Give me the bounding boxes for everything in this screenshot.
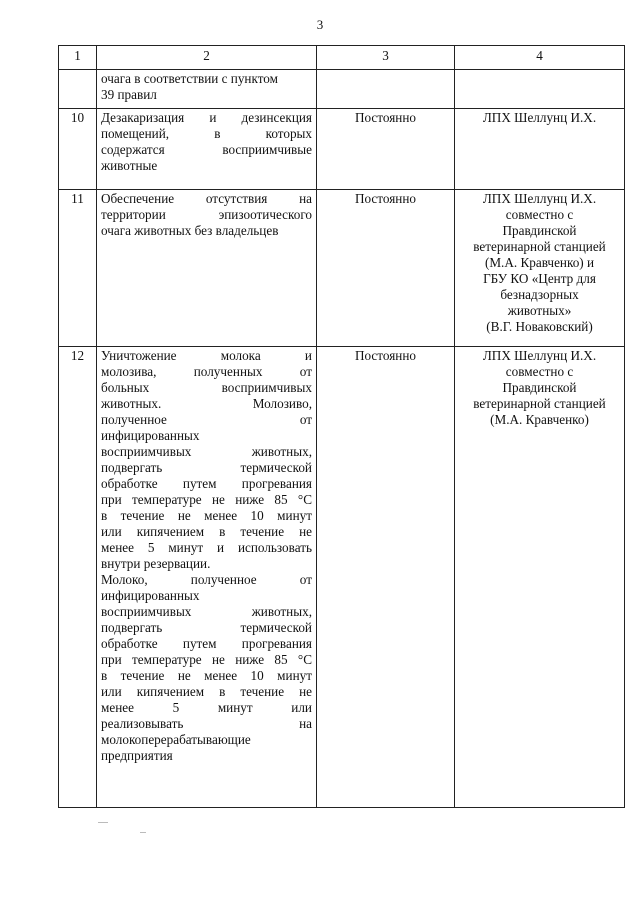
period-cell: Постоянно xyxy=(317,347,455,808)
responsible-line: (М.А. Кравченко) xyxy=(490,412,589,427)
row-number: 10 xyxy=(59,109,97,190)
table-row xyxy=(59,109,625,190)
description-line: подвергать термической xyxy=(101,460,312,475)
responsible-line: (В.Г. Новаковский) xyxy=(486,319,593,334)
column-header-period: 3 xyxy=(317,46,455,70)
description-line: при температуре не ниже 85 °С xyxy=(101,492,312,507)
table-row xyxy=(59,347,625,808)
description-line: обработке путем прогревания xyxy=(101,476,312,491)
description-line: подвергать термической xyxy=(101,620,312,635)
description-line: Дезакаризация и дезинсекция xyxy=(101,110,312,125)
description-line: менее 5 минут и использовать xyxy=(101,540,312,555)
description-line: очага в соответствии с пунктом xyxy=(101,71,278,86)
description-line: 39 правил xyxy=(101,87,157,102)
description-line: молокоперерабатывающие xyxy=(101,732,251,747)
measure-description xyxy=(97,190,317,347)
column-header-responsible: 4 xyxy=(455,46,625,70)
measure-description xyxy=(97,109,317,190)
description-line: реализовывать на xyxy=(101,716,312,731)
description-line: в течение не менее 10 минут xyxy=(101,668,312,683)
description-line: помещений, в которых xyxy=(101,126,312,141)
responsible-cell xyxy=(455,109,625,190)
description-line: внутри резервации. xyxy=(101,556,211,571)
responsible-cell xyxy=(455,70,625,109)
responsible-line: ЛПХ Шеллунц И.Х. xyxy=(482,110,597,125)
description-line: инфицированных xyxy=(101,428,200,443)
measure-description xyxy=(97,70,317,109)
table-header-row xyxy=(59,46,625,70)
period-cell: Постоянно xyxy=(317,190,455,347)
table-row xyxy=(59,70,625,109)
description-line: животных. Молозиво, xyxy=(101,396,312,411)
responsible-line: ЛПХ Шеллунц И.Х. xyxy=(482,348,597,363)
description-line: менее 5 минут или xyxy=(101,700,312,715)
description-line: при температуре не ниже 85 °С xyxy=(101,652,312,667)
period-cell: Постоянно xyxy=(317,109,455,190)
responsible-line: ЛПХ Шеллунц И.Х. xyxy=(482,191,597,206)
description-line: восприимчивых животных, xyxy=(101,444,312,459)
description-line: содержатся восприимчивые xyxy=(101,142,312,157)
description-line: молозива, полученных от xyxy=(101,364,312,379)
responsible-line: совместно с xyxy=(505,207,574,222)
description-line: восприимчивых животных, xyxy=(101,604,312,619)
description-line: Обеспечение отсутствия на xyxy=(101,191,312,206)
responsible-line: ветеринарной станцией xyxy=(473,396,606,411)
scan-artifact-mark xyxy=(140,832,146,833)
measure-description xyxy=(97,347,317,808)
page-number: 3 xyxy=(316,17,324,32)
description-line: животные xyxy=(101,158,158,173)
responsible-line: (М.А. Кравченко) и xyxy=(484,255,595,270)
description-line: Молоко, полученное от xyxy=(101,572,312,587)
period-cell xyxy=(317,70,455,109)
table-row xyxy=(59,190,625,347)
description-line: очага животных без владельцев xyxy=(101,223,279,238)
description-line: Уничтожение молока и xyxy=(101,348,312,363)
scan-artifact-mark xyxy=(98,822,108,823)
column-header-number: 1 xyxy=(59,46,97,70)
responsible-line: безнадзорных xyxy=(500,287,579,302)
responsible-line: животных» xyxy=(507,303,572,318)
description-line: территории эпизоотического xyxy=(101,207,312,222)
row-number: 12 xyxy=(59,347,97,808)
description-line: предприятия xyxy=(101,748,173,763)
row-number: 11 xyxy=(59,190,97,347)
description-line: или кипячением в течение не xyxy=(101,684,312,699)
row-number xyxy=(59,70,97,109)
measures-table xyxy=(58,45,625,808)
description-line: или кипячением в течение не xyxy=(101,524,312,539)
column-header-measure: 2 xyxy=(97,46,317,70)
responsible-line: Правдинской xyxy=(502,380,577,395)
responsible-cell xyxy=(455,347,625,808)
description-line: полученное от xyxy=(101,412,312,427)
responsible-line: Правдинской xyxy=(502,223,577,238)
responsible-line: ветеринарной станцией xyxy=(473,239,606,254)
responsible-line: ГБУ КО «Центр для xyxy=(483,271,596,286)
description-line: инфицированных xyxy=(101,588,200,603)
responsible-line: совместно с xyxy=(505,364,574,379)
description-line: обработке путем прогревания xyxy=(101,636,312,651)
description-line: в течение не менее 10 минут xyxy=(101,508,312,523)
description-line: больных восприимчивых xyxy=(101,380,312,395)
responsible-cell xyxy=(455,190,625,347)
